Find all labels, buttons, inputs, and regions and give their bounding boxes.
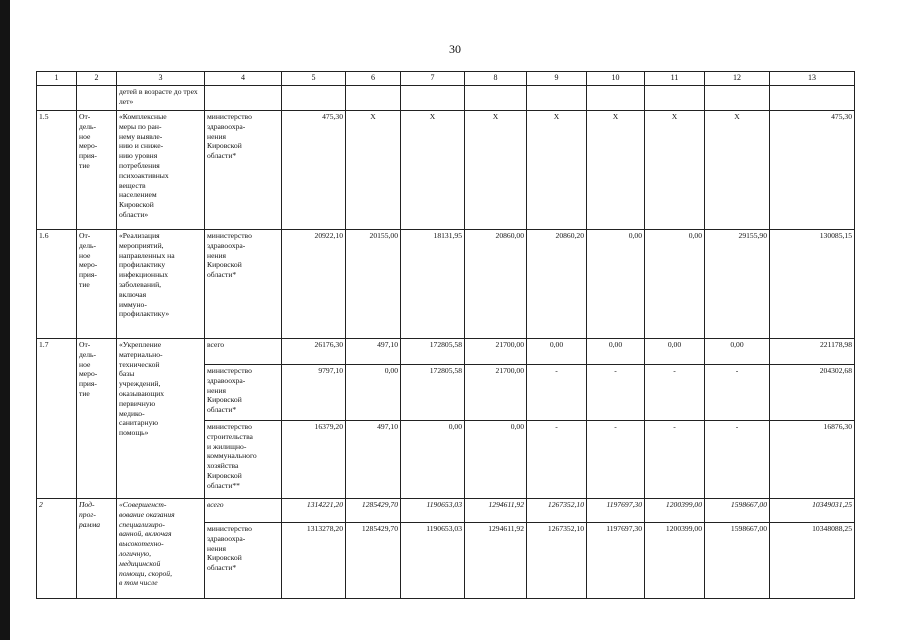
table-row-continuation xyxy=(37,86,855,111)
cell-col-12: 1598667,00 xyxy=(705,523,770,599)
row-number: 1.7 xyxy=(37,339,77,499)
cell-col-10: 1197697,30 xyxy=(587,499,645,523)
cell-col-8: 20860,00 xyxy=(465,230,527,339)
col-header-13: 13 xyxy=(770,72,855,86)
cell-col-10: - xyxy=(587,421,645,499)
cell-col-9: 0,00 xyxy=(527,339,587,365)
cell-col-7: 0,00 xyxy=(401,421,465,499)
cell-col-5: 1313278,20 xyxy=(282,523,346,599)
col-header-3: 3 xyxy=(117,72,205,86)
row-type: Под- прог- рамма xyxy=(77,499,117,599)
row-title: «Укрепление материально- технической базы учреждений, оказывающих первичную медико- санитарную помощь» xyxy=(117,339,205,499)
cell-col-8: 21700,00 xyxy=(465,365,527,421)
row-executor: министерство строительства и жилищно- коммунального хозяйства Кировской области** xyxy=(205,421,282,499)
col-header-4: 4 xyxy=(205,72,282,86)
cell-col-13: 10349031,25 xyxy=(770,499,855,523)
row-number: 1.5 xyxy=(37,111,77,230)
cell-col-13: 10348088,25 xyxy=(770,523,855,599)
cell-col-6: 0,00 xyxy=(346,365,401,421)
page-number: 30 xyxy=(449,42,461,56)
cell-col-9: X xyxy=(527,111,587,230)
row-executor: всего xyxy=(205,499,282,523)
cell-col-8: 1294611,92 xyxy=(465,523,527,599)
table-row-1-7-total xyxy=(37,339,855,365)
cell-col-12: X xyxy=(705,111,770,230)
cell-col-12: - xyxy=(705,365,770,421)
cell-col-9: 20860,20 xyxy=(527,230,587,339)
table-row-1-6 xyxy=(37,230,855,339)
cell-col-7: X xyxy=(401,111,465,230)
cell-col-11: 1200399,00 xyxy=(645,523,705,599)
cell-col-11: 1200399,00 xyxy=(645,499,705,523)
cell-col-13: 221178,98 xyxy=(770,339,855,365)
cell-col-9: 1267352,10 xyxy=(527,523,587,599)
cell-col-13: 16876,30 xyxy=(770,421,855,499)
row-executor: министерство здравоохра- нения Кировской области* xyxy=(205,523,282,599)
cell-col-8: 21700,00 xyxy=(465,339,527,365)
col-header-2: 2 xyxy=(77,72,117,86)
cell-col-10: 0,00 xyxy=(587,339,645,365)
table-row-2-total xyxy=(37,499,855,523)
cell-col-5: 26176,30 xyxy=(282,339,346,365)
cell-col-11: 0,00 xyxy=(645,230,705,339)
cell-col-5: 475,30 xyxy=(282,111,346,230)
cell-col-5: 9797,10 xyxy=(282,365,346,421)
row-executor: всего xyxy=(205,339,282,365)
col-header-1: 1 xyxy=(37,72,77,86)
row-number: 1.6 xyxy=(37,230,77,339)
cell-col-6: 497,10 xyxy=(346,339,401,365)
scan-edge-bar xyxy=(0,0,10,640)
cell-col-10: 0,00 xyxy=(587,230,645,339)
cell-col-6: 497,10 xyxy=(346,421,401,499)
cell-col-9: - xyxy=(527,421,587,499)
cell-col-5: 16379,20 xyxy=(282,421,346,499)
col-header-9: 9 xyxy=(527,72,587,86)
row-title: «Совершенст- вование оказания специализиро- ванной, включая высокотехно- логичную, медицинской помощи, скорой, в том числе xyxy=(117,499,205,599)
cell-col-5: 20922,10 xyxy=(282,230,346,339)
row-executor: министерство здравоохра- нения Кировской области* xyxy=(205,230,282,339)
col-header-10: 10 xyxy=(587,72,645,86)
cell-col-11: 0,00 xyxy=(645,339,705,365)
cell-col-8: 1294611,92 xyxy=(465,499,527,523)
cell-col-12: 29155,90 xyxy=(705,230,770,339)
row-executor: министерство здравоохра- нения Кировской области* xyxy=(205,365,282,421)
cell-col-9: 1267352,10 xyxy=(527,499,587,523)
cell-col-10: 1197697,30 xyxy=(587,523,645,599)
col-header-11: 11 xyxy=(645,72,705,86)
cell-col-13: 475,30 xyxy=(770,111,855,230)
cell-col-8: X xyxy=(465,111,527,230)
cell-col-6: 1285429,70 xyxy=(346,499,401,523)
header-row xyxy=(37,72,855,86)
cell-col-10: X xyxy=(587,111,645,230)
cell-col-8: 0,00 xyxy=(465,421,527,499)
cell-col-5: 1314221,20 xyxy=(282,499,346,523)
continuation-text: детей в возрасте до трех лет» xyxy=(117,86,205,111)
cell-col-12: - xyxy=(705,421,770,499)
cell-col-11: - xyxy=(645,421,705,499)
cell-col-6: X xyxy=(346,111,401,230)
cell-col-7: 1190653,03 xyxy=(401,523,465,599)
cell-col-6: 20155,00 xyxy=(346,230,401,339)
row-title: «Комплексные меры по ран- нему выявле- нию и сниже- нию уровня потребления психоактивных веществ населением Кировской области» xyxy=(117,111,205,230)
cell-col-7: 172805,58 xyxy=(401,365,465,421)
cell-col-11: - xyxy=(645,365,705,421)
cell-col-10: - xyxy=(587,365,645,421)
cell-col-7: 18131,95 xyxy=(401,230,465,339)
cell-col-7: 1190653,03 xyxy=(401,499,465,523)
table-row-1-5 xyxy=(37,111,855,230)
cell-col-9: - xyxy=(527,365,587,421)
col-header-12: 12 xyxy=(705,72,770,86)
cell-col-12: 1598667,00 xyxy=(705,499,770,523)
col-header-7: 7 xyxy=(401,72,465,86)
cell-col-13: 130085,15 xyxy=(770,230,855,339)
cell-col-13: 204302,68 xyxy=(770,365,855,421)
col-header-5: 5 xyxy=(282,72,346,86)
row-type: От- дель- ное меро- прия- тие xyxy=(77,339,117,499)
cell-col-12: 0,00 xyxy=(705,339,770,365)
col-header-6: 6 xyxy=(346,72,401,86)
row-title: «Реализация мероприятий, направленных на профилактику инфекционных заболеваний, включая иммуно- профилактику» xyxy=(117,230,205,339)
row-type: От- дель- ное меро- прия- тие xyxy=(77,230,117,339)
budget-table xyxy=(36,71,855,599)
col-header-8: 8 xyxy=(465,72,527,86)
row-type: От- дель- ное меро- прия- тие xyxy=(77,111,117,230)
row-executor: министерство здравоохра- нения Кировской области* xyxy=(205,111,282,230)
cell-col-6: 1285429,70 xyxy=(346,523,401,599)
row-number: 2 xyxy=(37,499,77,599)
cell-col-7: 172805,58 xyxy=(401,339,465,365)
cell-col-11: X xyxy=(645,111,705,230)
